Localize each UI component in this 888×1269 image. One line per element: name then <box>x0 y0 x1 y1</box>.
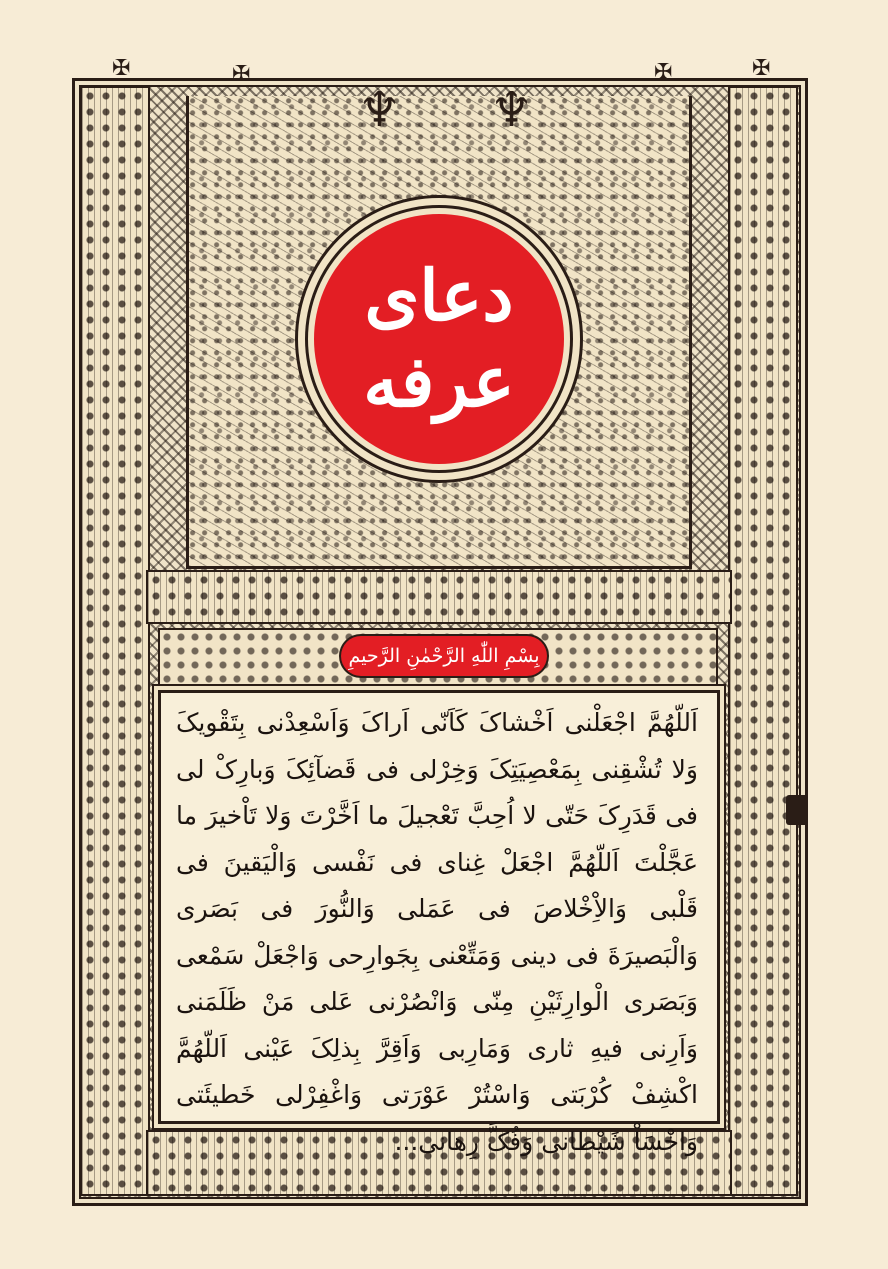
basmala-label: بِسْمِ اللّٰهِ الرَّحْمٰنِ الرَّحیمِ <box>341 636 547 676</box>
middle-ornamental-band <box>146 570 732 624</box>
prayer-text: اَللّهُمَّ اجْعَلْنی اَخْشاکَ کَاَنّی اَراکَ وَاَسْعِدْنی بِتَقْویکَ وَلا تُشْقِنی بِمَعْصِیَتِکَ وَخِرْلی فی قَضآئِکَ وَبارِکْ لی فی قَدَرِکَ حَتّی لا اُحِبَّ تَعْجیلَ ما اَخَّرْتَ وَلا تَاْخیرَ ما عَجَّلْتَ اَللّهُمَّ اجْعَلْ غِنای فی نَفْسی وَالْیَقینَ فی قَلْبی وَالاِْخْلاصَ فی عَمَلی وَالنُّورَ فی بَصَری وَالْبَصیرَةَ فی دینی وَمَتِّعْنی بِجَوارِحی وَاجْعَلْ سَمْعی وَبَصَری الْوارِثَیْنِ مِنّی وَانْصُرْنی عَلی مَنْ ظَلَمَنی وَاَرِنی فیهِ ثاری وَمَارِبی وَاَقِرَّ بِذلِکَ عَیْنی اَللّهُمَّ اکْشِفْ کُرْبَتی وَاسْتُرْ عَوْرَتی وَاغْفِرْلی خَطیئَتی وَاخْسَاْ شَیْطانی وَفُکَّ رِهانی... <box>176 708 698 1156</box>
spire-finial-right-icon: ✠ <box>654 60 673 85</box>
title-line-arafah: عرفه <box>363 340 515 423</box>
right-ornamental-border <box>728 86 798 1196</box>
finial-ornament-right: ♆ <box>490 82 534 138</box>
title-medallion <box>314 214 564 464</box>
cross-finial-right-icon: ✠ <box>752 56 771 81</box>
finial-ornament-left: ♆ <box>358 82 402 138</box>
spire-finial-left-icon: ✠ <box>232 62 251 87</box>
side-clasp-ornament <box>786 795 808 825</box>
left-ornamental-border <box>80 86 150 1196</box>
title-line-doa: دعای <box>364 254 514 337</box>
cross-finial-left-icon: ✠ <box>112 56 131 81</box>
